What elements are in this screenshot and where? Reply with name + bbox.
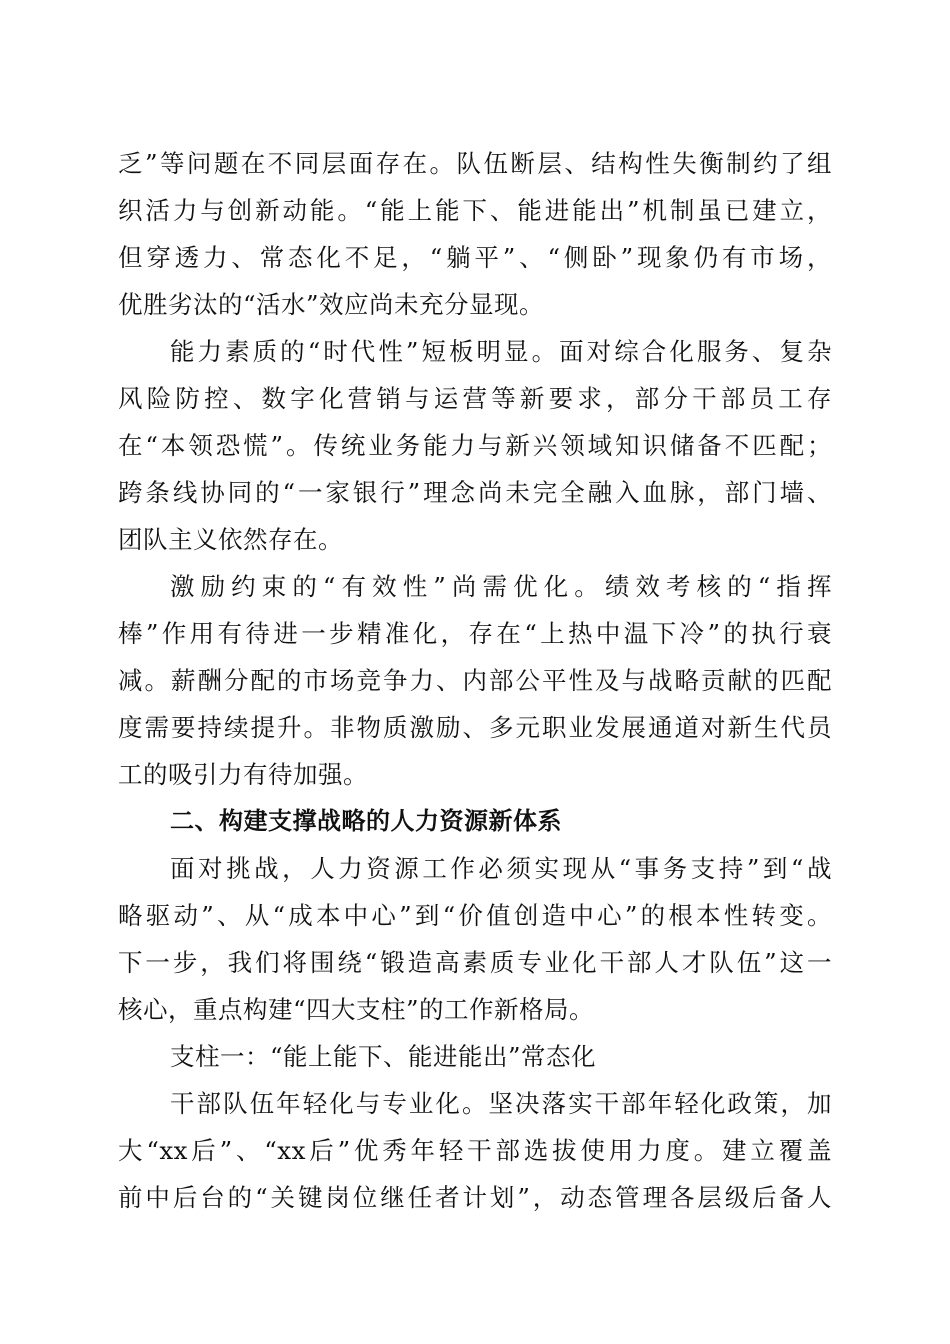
- text-line: 大“xx后”、“xx后”优秀年轻干部选拔使用力度。建立覆盖: [118, 1136, 832, 1165]
- paragraph-incentives: [118, 563, 832, 798]
- section-heading-two: [118, 798, 832, 845]
- document-page: [118, 140, 832, 1221]
- text-line: 工的吸引力有待加强。: [118, 760, 368, 789]
- text-line: 干部队伍年轻化与专业化。坚决落实干部年轻化政策，加: [170, 1089, 832, 1118]
- text-line: 跨条线协同的“一家银行”理念尚未完全融入血脉，部门墙、: [118, 478, 832, 507]
- text-line: 略驱动”、从“成本中心”到“价值创造中心”的根本性转变。: [118, 901, 832, 930]
- text-line: 团队主义依然存在。: [118, 525, 343, 554]
- text-line: 核心，重点构建“四大支柱”的工作新格局。: [118, 995, 595, 1024]
- text-line: 减。薪酬分配的市场竞争力、内部公平性及与战略贡献的匹配: [118, 666, 832, 695]
- text-line: 度需要持续提升。非物质激励、多元职业发展通道对新生代员: [118, 713, 832, 742]
- paragraph-capability-gap: [118, 328, 832, 563]
- paragraph-young-cadres: [118, 1080, 832, 1221]
- paragraph-team-issues: [118, 140, 832, 328]
- text-line: 优胜劣汰的“活水”效应尚未充分显现。: [118, 290, 545, 319]
- text-line: 激励约束的“有效性”尚需优化。绩效考核的“指挥: [170, 572, 832, 601]
- text-line: 能力素质的“时代性”短板明显。面对综合化服务、复杂: [170, 337, 832, 366]
- subheading: 支柱一：“能上能下、能进能出”常态化: [170, 1042, 597, 1071]
- paragraph-transformation: [118, 845, 832, 1033]
- text-line: 织活力与创新动能。“能上能下、能进能出”机制虽已建立，: [118, 196, 832, 225]
- text-line: 棒”作用有待进一步精准化，存在“上热中温下冷”的执行衰: [118, 619, 832, 648]
- text-line: 但穿透力、常态化不足，“躺平”、“侧卧”现象仍有市场，: [118, 243, 832, 272]
- text-line: 前中后台的“关键岗位继任者计划”，动态管理各层级后备人: [118, 1183, 832, 1212]
- text-line: 乏”等问题在不同层面存在。队伍断层、结构性失衡制约了组: [118, 149, 832, 178]
- text-line: 在“本领恐慌”。传统业务能力与新兴领域知识储备不匹配；: [118, 431, 832, 460]
- text-line: 下一步，我们将围绕“锻造高素质专业化干部人才队伍”这一: [118, 948, 832, 977]
- section-heading: 二、构建支撑战略的人力资源新体系: [170, 807, 562, 835]
- text-line: 面对挑战，人力资源工作必须实现从“事务支持”到“战: [170, 854, 832, 883]
- pillar-one-heading: [118, 1033, 832, 1080]
- text-line: 风险防控、数字化营销与运营等新要求，部分干部员工存: [118, 384, 832, 413]
